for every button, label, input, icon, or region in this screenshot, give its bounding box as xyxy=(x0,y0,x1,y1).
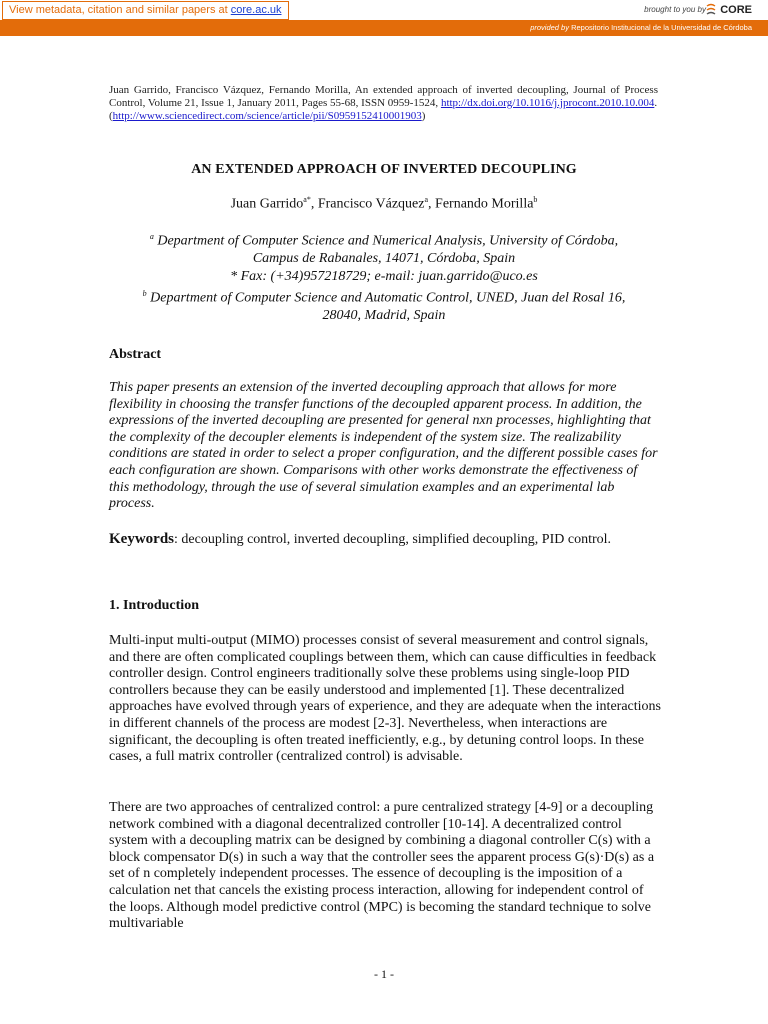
author-separator: , xyxy=(428,196,436,212)
core-logo-text: CORE xyxy=(720,4,752,16)
corresponding-contact: * Fax: (+34)957218729; e-mail: juan.garrido@uco.es xyxy=(230,268,538,284)
author-name: Juan Garrido xyxy=(230,196,304,212)
keywords-text: : decoupling control, inverted decoupling, simplified decoupling, PID control. xyxy=(174,532,612,547)
author-affiliation-mark: a xyxy=(424,195,429,204)
core-logo[interactable] xyxy=(705,2,752,18)
affiliation-b-line1: Department of Computer Science and Automatic Control, UNED, Juan del Rosal 16, xyxy=(150,290,626,306)
author-affiliation-mark: a* xyxy=(303,195,311,204)
open-paren: ( xyxy=(109,110,113,122)
introduction-heading: 1. Introduction xyxy=(109,598,199,613)
introduction-paragraph-1: Multi-input multi-output (MIMO) processes consist of several measurement and control signals, and there are often complicated couplings between them, which can cause difficulties in feedback controller design. Control engineers traditionally solve these problems using single-loop PID controllers because they can be easily understood and implemented [1]. These decentralized approaches have evolved through years of experience, and they are adequate when the interactions in different channels of the process are modest [2-3]. Nevertheless, when interactions are significant, the decoupling is often treated inefficiently, e.g., by detuning control loops. In these cases, a full matrix controller (centralized control) is advisable. xyxy=(109,633,661,765)
affiliation-b-mark: b xyxy=(142,289,147,299)
abstract-text: This paper presents an extension of the inverted decoupling approach that allows for more flexibility in choosing the transfer functions of the decoupled apparent process. In addition, the expressions of the inverted decoupling are presented for general nxn processes, highlighting that the complexity of the decoupler elements is independent of the system size. The realizability conditions are stated in order to select a proper configuration, and the different possible cases for each configuration are shown. Comparisons with other works demonstrate the effectiveness of this methodology, through the use of several simulation examples and an experimental lab process. xyxy=(109,380,658,512)
keywords-label: Keywords xyxy=(109,531,174,547)
doi-period: . xyxy=(654,97,658,109)
author-affiliation-mark: b xyxy=(533,195,538,204)
affiliation-b xyxy=(100,285,668,307)
author-separator: , xyxy=(310,196,318,212)
author-name: Francisco Vázquez xyxy=(317,196,425,212)
core-top-strip xyxy=(0,0,768,20)
repository-link[interactable]: Repositorio Institucional de la Universidad de Córdoba xyxy=(571,23,752,32)
affiliations xyxy=(100,228,668,325)
affiliation-a-mark: a xyxy=(149,232,154,241)
core-banner xyxy=(0,0,768,36)
brought-to-you-text: brought to you by xyxy=(644,5,706,14)
provided-by-text xyxy=(530,23,752,32)
abstract-heading: Abstract xyxy=(109,347,162,362)
doi-link[interactable]: http://dx.doi.org/10.1016/j.jprocont.2010.10.004 xyxy=(440,97,655,109)
affiliation-a-line2: Campus de Rabanales, 14071, Córdoba, Spain xyxy=(252,251,516,267)
affiliation-b-line2: 28040, Madrid, Spain xyxy=(322,308,446,324)
affiliation-a-line1: Department of Computer Science and Numerical Analysis, University of Córdoba, xyxy=(157,233,619,249)
view-metadata-box[interactable] xyxy=(2,1,289,20)
affiliation-a xyxy=(100,228,668,250)
core-ac-uk-link[interactable]: core.ac.uk xyxy=(230,4,282,16)
view-metadata-text: View metadata, citation and similar papers at xyxy=(9,4,231,16)
citation-text: Juan Garrido, Francisco Vázquez, Fernando Morilla, An extended approach of inverted decoupling, Journal of Process Control, Volume 21, Issue 1, January 2011, Pages 55-68, ISSN 0959-1524, xyxy=(109,84,658,109)
close-paren: ) xyxy=(421,110,426,122)
keywords xyxy=(109,531,661,549)
introduction-paragraph-2: There are two approaches of centralized control: a pure centralized strategy [4-9] or a decoupling network combined with a diagonal decentralized controller [10-14]. A decentralized control system with a decoupling matrix can be designed by combining a diagonal controller C(s) with a block compensator D(s) in such a way that the controller sees the apparent process G(s)·D(s) as a set of n completely independent processes. The essence of decoupling is the imposition of a calculation net that cancels the existing process interaction, allowing for independent control of the loops. Although model predictive control (MPC) is becoming the standard technique to solve multivariable xyxy=(109,800,655,932)
core-logo-icon xyxy=(705,3,717,17)
author-name: Fernando Morilla xyxy=(435,196,534,212)
page-number: - 1 - xyxy=(374,967,394,981)
author-list xyxy=(0,195,768,213)
citation-block xyxy=(109,84,658,123)
sciencedirect-link[interactable]: http://www.sciencedirect.com/science/article/pii/S0959152410001903 xyxy=(112,110,422,122)
provided-by-label: provided by xyxy=(530,23,569,32)
paper-title: AN EXTENDED APPROACH OF INVERTED DECOUPLING xyxy=(191,162,577,177)
